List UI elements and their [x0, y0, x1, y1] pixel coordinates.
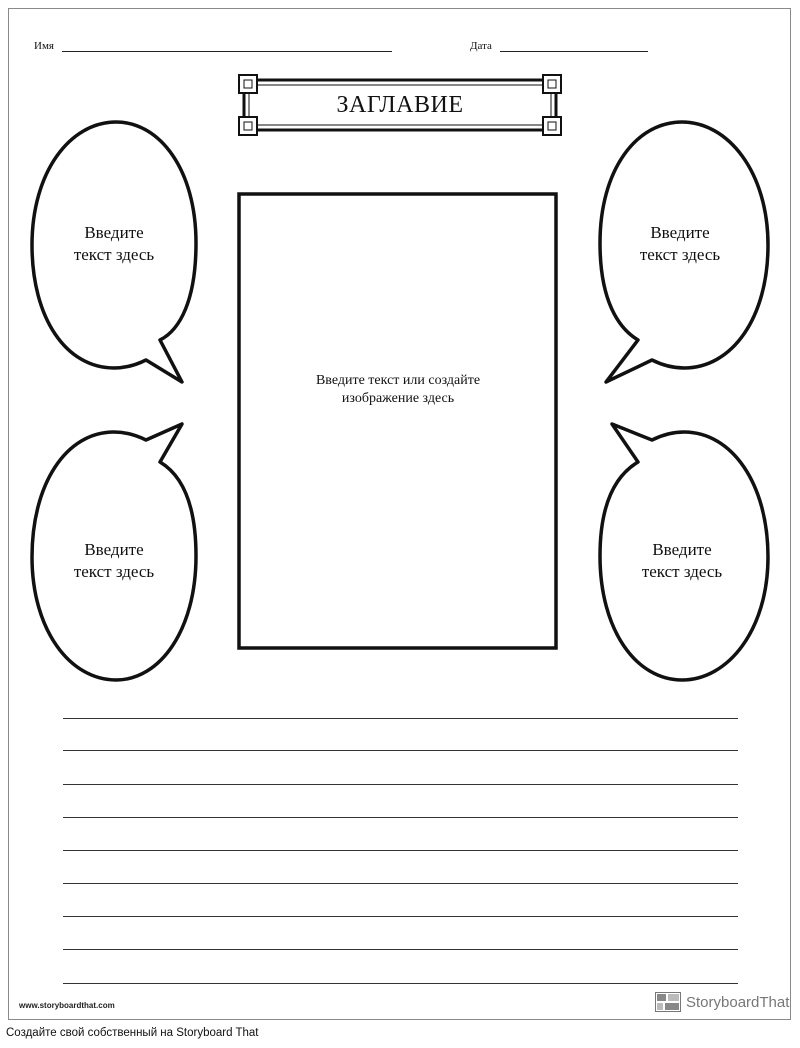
center-box-text[interactable]	[240, 372, 556, 408]
writing-line[interactable]	[63, 983, 738, 984]
create-own-link[interactable]: Создайте свой собственный на Storyboard That	[6, 1027, 259, 1039]
bubble-line1: Введите	[84, 223, 144, 242]
name-label: Имя	[34, 40, 54, 52]
writing-line[interactable]	[63, 850, 738, 851]
center-image-box	[239, 194, 556, 648]
bubble-line1: Введите	[84, 540, 144, 559]
writing-line[interactable]	[63, 718, 738, 719]
bubble-line2: текст здесь	[641, 562, 723, 581]
bubble-line2: текст здесь	[639, 245, 721, 264]
title-box[interactable]	[242, 80, 558, 130]
site-url[interactable]: www.storyboardthat.com	[19, 1001, 115, 1010]
writing-line[interactable]	[63, 817, 738, 818]
writing-line[interactable]	[63, 883, 738, 884]
bubble-text-bottom-left[interactable]	[42, 539, 186, 583]
bubble-line1: Введите	[652, 540, 712, 559]
center-line2: изображение здесь	[341, 391, 455, 406]
writing-line[interactable]	[63, 949, 738, 950]
bubble-line2: текст здесь	[73, 562, 155, 581]
writing-line[interactable]	[63, 784, 738, 785]
logo-text: StoryboardThat	[686, 993, 790, 1011]
center-line1: Введите текст или создайте	[315, 373, 481, 388]
writing-line[interactable]	[63, 916, 738, 917]
bubble-text-top-right[interactable]	[608, 222, 752, 266]
writing-line[interactable]	[63, 750, 738, 751]
storyboard-grid-icon	[655, 992, 681, 1012]
bubble-line2: текст здесь	[73, 245, 155, 264]
page-title: ЗАГЛАВИЕ	[336, 91, 464, 118]
bubble-line1: Введите	[650, 223, 710, 242]
storyboardthat-logo[interactable]	[655, 992, 789, 1012]
bubble-text-bottom-right[interactable]	[610, 539, 754, 583]
bubble-text-top-left[interactable]	[42, 222, 186, 266]
date-label: Дата	[470, 40, 492, 52]
